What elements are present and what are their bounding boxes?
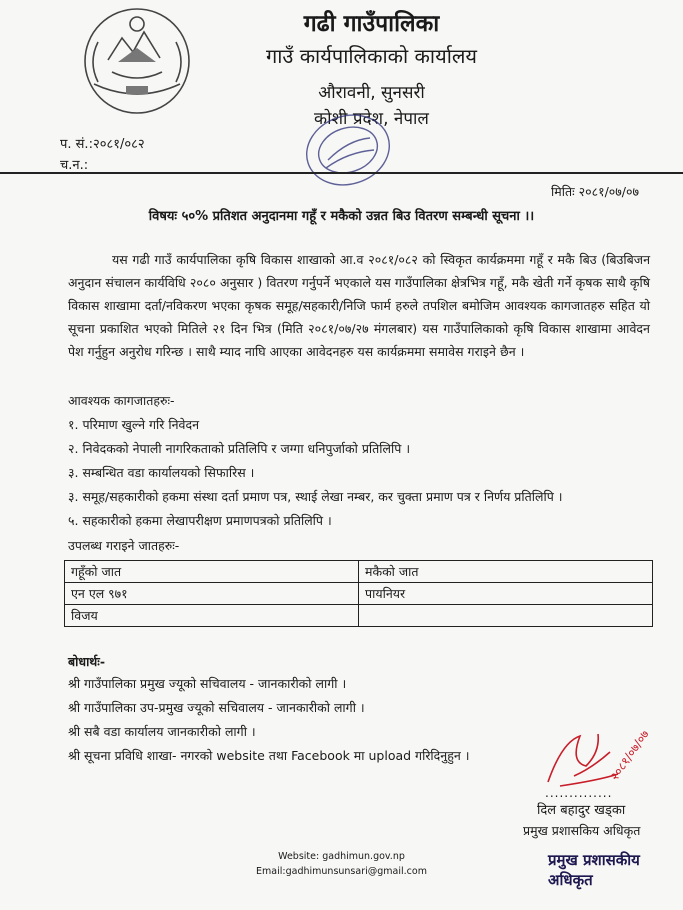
officer-stamp: प्रमुख प्रशासकीय अधिकृत — [548, 851, 640, 889]
office-province: कोशी प्रदेश, नेपाल — [314, 109, 429, 129]
cc-item: श्री गाउँपालिका प्रमुख ज्यूको सचिवालय - जानकारीको लागी । — [68, 676, 347, 691]
varieties-table — [64, 560, 653, 627]
notice-body: यस गढी गाउँ कार्यपालिका कृषि विकास शाखाको आ.व २०८१/०८२ को स्विकृत कार्यक्रममा गहूँ र मकै बिउ (बिउबिजन अनुदान संचालन कार्यविधि २०८० अनुसार ) वितरण गर्नुपर्ने भएकाले यस गाउँपालिका क्षेत्रभित्र गहूँ, मकै खेती गर्ने कृषक साथै कृषि विकास शाखामा दर्ता/नविकरण भएका कृषक समूह/सहकारी/निजि फार्म हरुले तपशिल बमोजिम आवश्यक कागजातहरु सहित यो सूचना प्रकाशित भएको मितिले २१ दिन भित्र (मिति २०८१/०७/२७ मंगलबार) यस गाउँपालिकाको कृषि विकास शाखामा आवेदन पेश गर्नुहुन अनुरोध गरिन्छ । साथै म्याद नाघि आएका आवेदनहरु यस कार्यक्रममा समावेस गराइने छैन । — [68, 252, 650, 359]
cc-item: श्री सूचना प्रविधि शाखा- नगरको website तथा Facebook मा upload गरिदिनुहुन । — [68, 748, 470, 763]
cc-item: श्री गाउँपालिका उप-प्रमुख ज्यूको सचिवालय - जानकारीको लागी । — [68, 700, 365, 715]
notice-subject: विषयः ५०% प्रतिशत अनुदानमा गहूँ र मकैको उन्नत बिउ वितरण सम्बन्धी सूचना ।। — [148, 209, 535, 224]
reference-number: प. सं.:२०८१/०८२ — [60, 137, 145, 152]
cc-item: श्री सबै वडा कार्यालय जानकारीको लागी । — [68, 724, 256, 739]
document-item: ३. सम्बन्धित वडा कार्यालयको सिफारिस । — [68, 465, 255, 480]
footer-email: Email:gadhimunsunsari@gmail.com — [256, 866, 427, 877]
signatory-name: दिल बहादुर खड्का — [537, 803, 626, 818]
table-header-row — [65, 561, 653, 583]
document-item: ५. सहकारीको हकमा लेखापरीक्षण प्रमाणपत्रको प्रतिलिपि । — [68, 513, 332, 528]
dispatch-number: च.न.: — [60, 158, 89, 173]
handwritten-date: २०८१/०७/०७ — [607, 727, 652, 784]
office-name: गढी गाउँपालिका — [303, 11, 440, 37]
table-cell: विजय — [65, 605, 359, 627]
signature-scribble — [540, 722, 660, 792]
signature-line: .............. — [545, 786, 613, 800]
wheat-column-header: गहूँको जात — [65, 561, 359, 583]
office-stamp — [302, 110, 394, 190]
notice-date: मितिः २०८१/०७/०७ — [551, 184, 639, 199]
signatory-title: प्रमुख प्रशासकिय अधिकृत — [523, 823, 641, 838]
office-location: औरावनी, सुनसरी — [318, 83, 425, 103]
table-row — [65, 605, 653, 627]
table-cell — [359, 605, 653, 627]
documents-heading: आवश्यक कागजातहरुः- — [68, 393, 175, 408]
cc-heading: बोधार्थः- — [68, 654, 106, 669]
document-item: १. परिमाण खुल्ने गरि निवेदन — [68, 417, 200, 432]
header-divider — [0, 172, 683, 174]
footer-website: Website: gadhimun.gov.np — [278, 851, 405, 862]
document-item: ३. समूह/सहकारीको हकमा संस्था दर्ता प्रमाण पत्र, स्थाई लेखा नम्बर, कर चुक्ता प्रमाण पत्र र निर्णय प्रतिलिपि । — [68, 489, 563, 504]
office-subtitle: गाउँ कार्यपालिकाको कार्यालय — [265, 44, 478, 68]
table-cell: एन एल ९७१ — [65, 583, 359, 605]
table-row — [65, 583, 653, 605]
varieties-heading: उपलब्ध गराइने जातहरुः- — [68, 538, 180, 553]
table-cell: पायनियर — [359, 583, 653, 605]
maize-column-header: मकैको जात — [359, 561, 653, 583]
document-item: २. निवेदकको नेपाली नागरिकताको प्रतिलिपि र जग्गा धनिपुर्जाको प्रतिलिपि । — [68, 441, 411, 456]
